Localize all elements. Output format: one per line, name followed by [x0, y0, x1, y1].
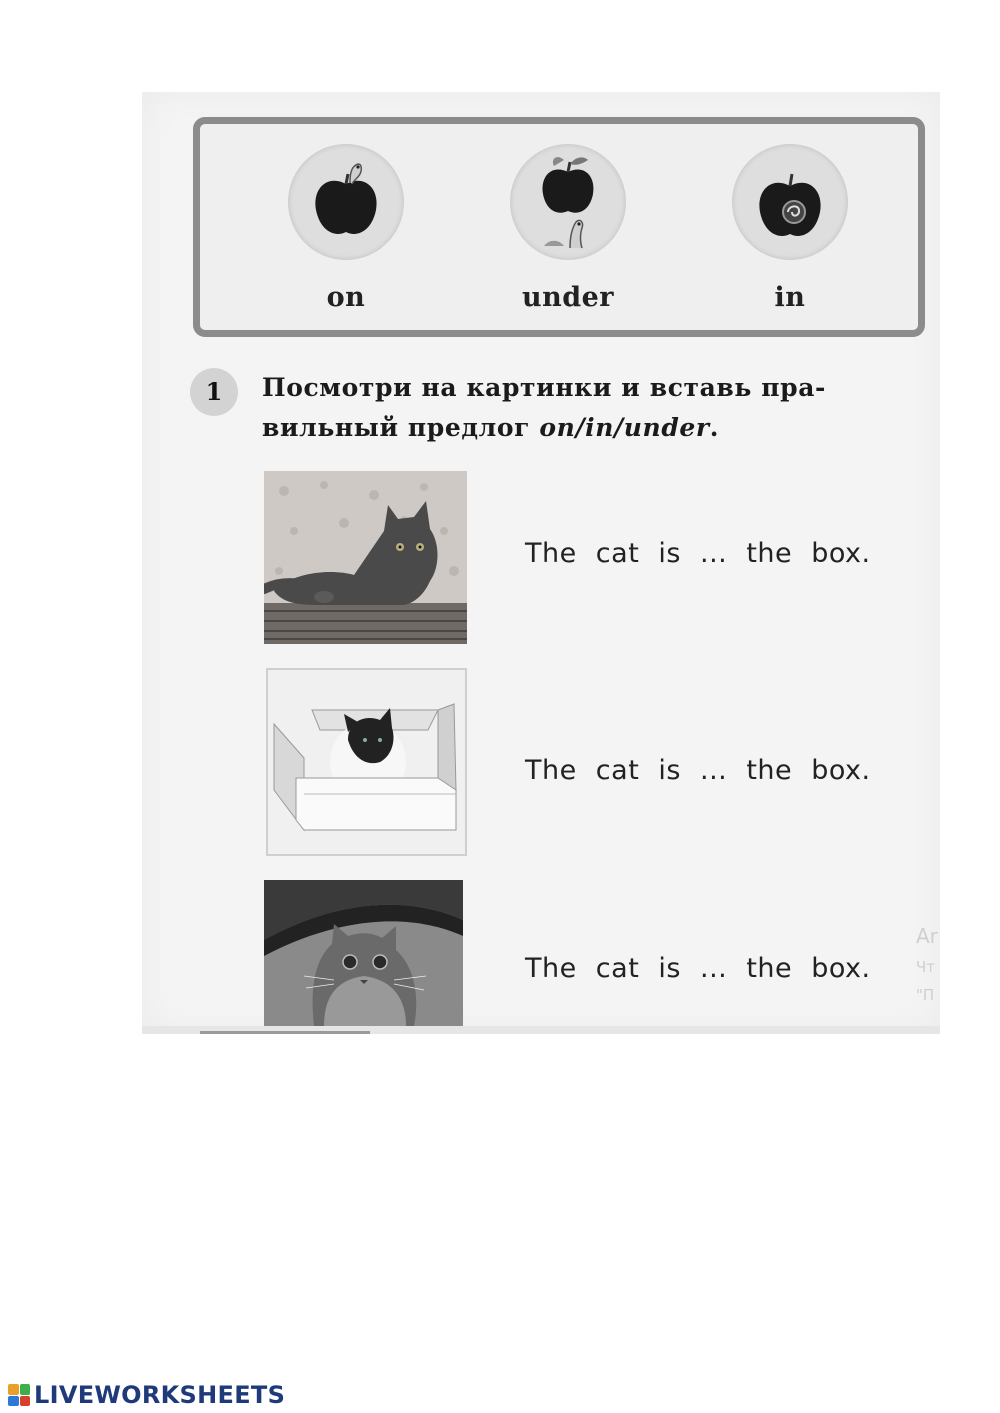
- side-fragment: Чт: [916, 958, 936, 976]
- scan-shadow-line: [200, 1031, 370, 1034]
- side-fragment: Ar: [916, 924, 938, 948]
- task-instruction-plain: вильный предлог: [262, 413, 540, 442]
- task-instruction-line2: [262, 408, 922, 448]
- preposition-in: [730, 144, 850, 313]
- task-instruction-period: .: [709, 413, 719, 442]
- prepositions-box: [193, 117, 925, 337]
- exercise-sentence: The cat is ... the box.: [525, 755, 871, 786]
- cat-under-box-photo: [264, 880, 463, 1026]
- liveworksheets-logo[interactable]: [8, 1380, 285, 1410]
- side-fragment: "П: [916, 986, 935, 1004]
- preposition-label: on: [326, 282, 366, 313]
- apple-worm-on-icon: [288, 144, 404, 260]
- preposition-label: under: [521, 282, 615, 313]
- task-instruction-line1: Посмотри на картинки и вставь пра-: [262, 373, 827, 402]
- task-instruction: [262, 368, 922, 448]
- apple-worm-under-icon: [510, 144, 626, 260]
- exercise-sentence: The cat is ... the box.: [525, 953, 871, 984]
- task-number-badge: 1: [190, 368, 238, 416]
- preposition-label: in: [774, 282, 806, 313]
- cat-in-box-photo: [266, 668, 467, 856]
- preposition-on: [286, 144, 406, 313]
- task-prepositions-italic: on/in/under: [539, 413, 710, 442]
- brand-name: LIVEWORKSHEETS: [34, 1381, 286, 1409]
- exercise-sentence: The cat is ... the box.: [525, 538, 871, 569]
- logo-icon: [8, 1384, 30, 1406]
- cat-on-box-photo: [264, 471, 467, 644]
- preposition-under: [508, 144, 628, 313]
- apple-worm-in-icon: [732, 144, 848, 260]
